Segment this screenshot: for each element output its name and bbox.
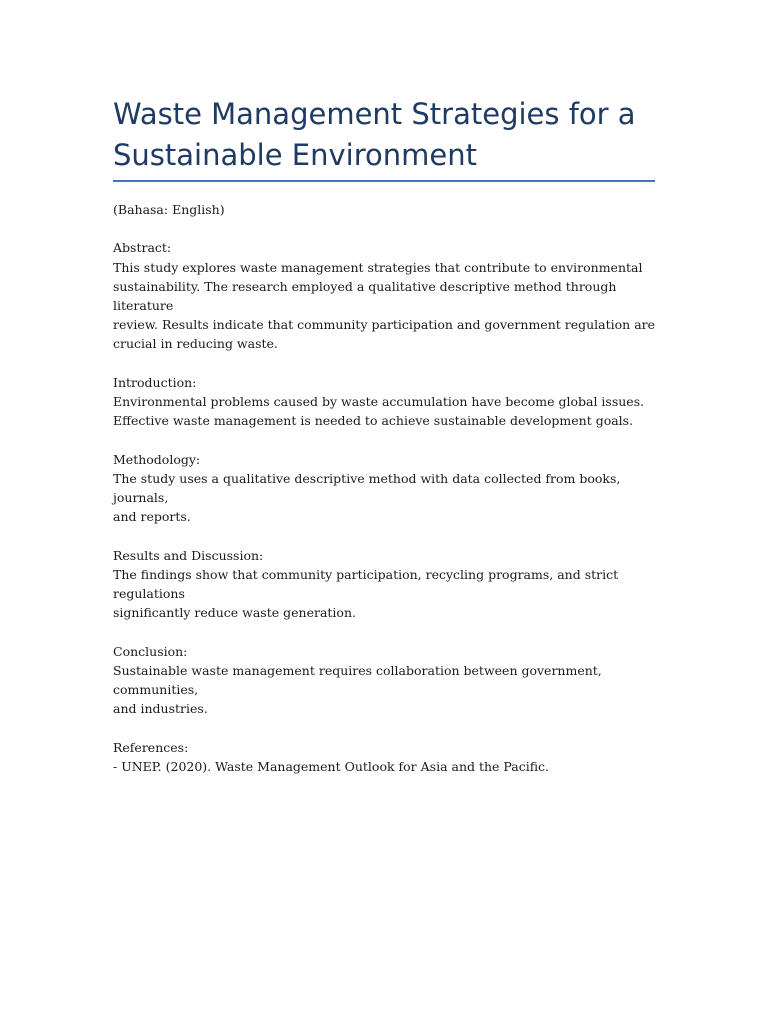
text-line: Sustainable waste management requires collaboration between government, communities,: [113, 662, 602, 697]
title-line-1: Waste Management Strategies for a: [113, 97, 636, 131]
text-line: crucial in reducing waste.: [113, 336, 278, 352]
section-methodology: [113, 450, 673, 527]
text-line: review. Results indicate that community participation and government regulation are: [113, 317, 656, 333]
document-body: [113, 200, 673, 795]
document-title: [113, 94, 673, 176]
section-heading: Conclusion:: [113, 643, 188, 659]
section-references: [113, 738, 673, 776]
section-conclusion: [113, 642, 673, 719]
section-results: [113, 546, 673, 623]
text-line: Effective waste management is needed to achieve sustainable development goals.: [113, 413, 634, 429]
text-line: The study uses a qualitative descriptive method with data collected from books, journals,: [113, 470, 621, 505]
section-heading: Results and Discussion:: [113, 547, 264, 563]
title-line-2: Sustainable Environment: [113, 138, 477, 172]
section-introduction: [113, 373, 673, 431]
text-line: significantly reduce waste generation.: [113, 605, 356, 621]
text-line: and industries.: [113, 701, 208, 717]
language-note: (Bahasa: English): [113, 202, 225, 217]
reference-item: - UNEP. (2020). Waste Management Outlook for Asia and the Pacific.: [113, 758, 550, 774]
text-line: The findings show that community participation, recycling programs, and strict regulations: [113, 566, 619, 601]
section-heading: References:: [113, 739, 189, 755]
section-heading: Abstract:: [113, 240, 172, 256]
section-heading: Introduction:: [113, 374, 197, 390]
title-underline: [113, 180, 655, 182]
text-line: sustainability. The research employed a qualitative descriptive method through literature: [113, 278, 617, 313]
text-line: and reports.: [113, 509, 191, 525]
section-heading: Methodology:: [113, 451, 201, 467]
text-line: This study explores waste management strategies that contribute to environmental: [113, 259, 643, 275]
section-abstract: [113, 238, 673, 353]
text-line: Environmental problems caused by waste accumulation have become global issues.: [113, 394, 645, 409]
